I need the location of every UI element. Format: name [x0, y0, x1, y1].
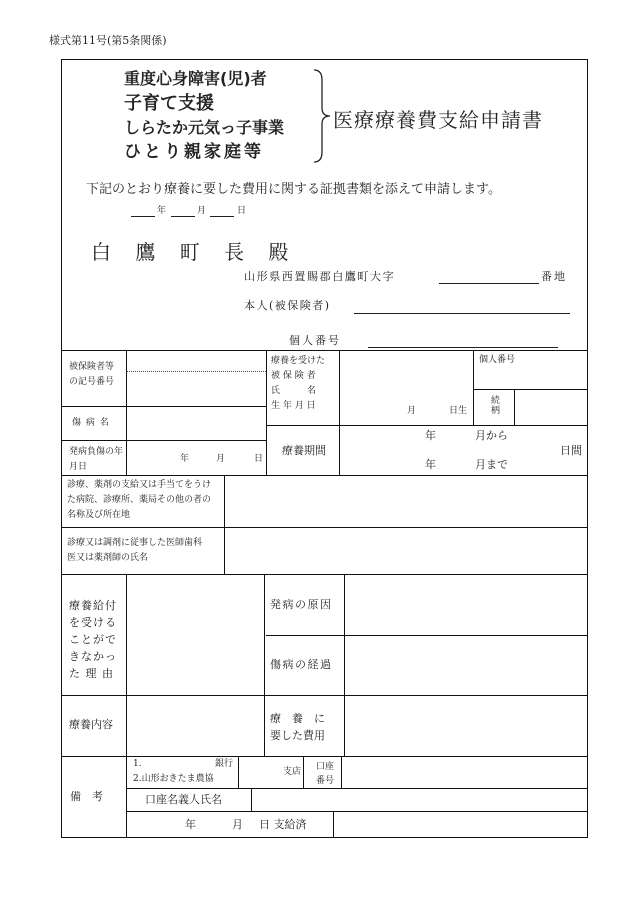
- title-brace: [310, 68, 332, 164]
- cause-label: 発病の原因: [270, 598, 333, 611]
- bank-line1-suffix: 銀行: [215, 759, 234, 769]
- title-line-1: 重度心身障害(児)者: [124, 69, 267, 88]
- insured-id-label: 被保険者等の記号番号: [69, 362, 115, 387]
- period-to-year: 年: [425, 458, 436, 471]
- applicant-label: 本人(被保険者): [244, 299, 331, 312]
- disease-name-label: 傷 病 名: [72, 418, 110, 428]
- birth-day: 日生: [449, 406, 468, 416]
- onset-date-label: 発病負傷の年月日: [69, 447, 124, 472]
- remarks-label: 備 考: [70, 790, 103, 803]
- cost-label: 療 養 に 要した費用: [270, 712, 325, 742]
- form-code: 様式第11号(第5条関係): [49, 34, 167, 47]
- onset-day: 日: [254, 454, 264, 464]
- date-year-label: 年: [157, 206, 167, 216]
- patient-label: 療養を受けた 被 保 険 者 氏 名 生 年 月 日: [271, 356, 326, 411]
- holder-label: 口座名義人氏名: [145, 793, 222, 806]
- bank-branch: 支店: [283, 767, 302, 777]
- onset-month: 月: [216, 454, 226, 464]
- doctor-label: 診療又は調剤に従事した医師歯科 医又は薬剤師の氏名: [67, 538, 203, 563]
- period-to: 月まで: [475, 458, 508, 471]
- date-day-label: 日: [237, 206, 247, 216]
- bank-line1-num: 1.: [133, 759, 142, 769]
- date-year-blank[interactable]: [131, 216, 155, 217]
- title-line-4: ひとり親家庭等: [124, 142, 264, 162]
- course-label: 傷病の経過: [270, 658, 333, 671]
- title-line-3: しらたか元気っ子事業: [124, 118, 285, 137]
- bank-line2: 2.山形おきたま農協: [133, 774, 214, 784]
- bank-account-label: 口座 番号: [316, 762, 335, 786]
- form-title: 医療療養費支給申請書: [333, 108, 543, 132]
- intro-text: 下記のとおり療養に要した費用に関する証拠書類を添えて申請します。: [86, 182, 501, 197]
- address-prefix: 山形県西置賜郡白鷹町大字: [244, 270, 396, 283]
- provider-label: 診療、薬剤の支給又は手当てをうけ た病院、診療所、薬局その他の者の 名称及び所在地: [67, 480, 212, 520]
- date-month-blank[interactable]: [171, 216, 195, 217]
- content-label: 療養内容: [69, 718, 113, 731]
- reason-label: 療養給付 を受ける ことがで きなかっ た 理 由: [69, 599, 117, 680]
- address-blank[interactable]: [439, 283, 539, 284]
- birth-month: 月: [407, 406, 417, 416]
- period-days: 日間: [560, 444, 582, 457]
- paid-year: 年: [185, 818, 196, 831]
- period-from-year: 年: [425, 429, 436, 442]
- address-suffix: 番地: [541, 270, 567, 283]
- onset-year: 年: [180, 454, 190, 464]
- applicant-mynumber-label: 個人番号: [289, 334, 341, 347]
- relation-label: 続柄: [491, 396, 501, 416]
- date-month-label: 月: [197, 206, 207, 216]
- patient-mynumber-label: 個人番号: [479, 355, 516, 365]
- applicant-name-blank[interactable]: [354, 313, 570, 314]
- period-from: 月から: [475, 429, 508, 442]
- title-line-2: 子育て支援: [124, 93, 214, 114]
- applicant-mynumber-blank[interactable]: [368, 347, 558, 348]
- paid-month: 月: [232, 818, 243, 831]
- period-label: 療養期間: [282, 444, 326, 457]
- date-day-blank[interactable]: [210, 216, 234, 217]
- addressee: 白 鷹 町 長 殿: [91, 240, 298, 264]
- paid-day: 日 支給済: [259, 818, 307, 831]
